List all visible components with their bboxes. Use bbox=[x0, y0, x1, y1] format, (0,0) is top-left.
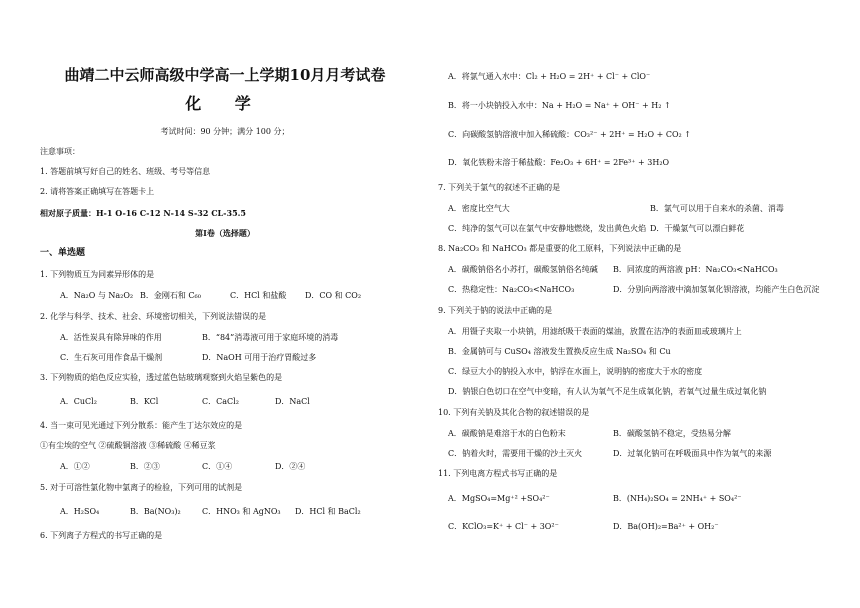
option-c: C．钠着火时，需要用干燥的沙土灭火 bbox=[448, 449, 583, 458]
option-b: B．碳酸氢钠不稳定，受热易分解 bbox=[613, 429, 731, 438]
option-c: C．热稳定性：Na₂CO₃<NaHCO₃ bbox=[448, 285, 575, 294]
option-a: A．碳酸钠是难溶于水的白色粉末 bbox=[448, 429, 566, 438]
option-a: A．①② bbox=[60, 462, 90, 471]
option-a: A．活性炭具有除异味的作用 bbox=[60, 333, 162, 342]
option-b: B．②③ bbox=[130, 462, 160, 471]
option-a: A．CuCl₂ bbox=[60, 397, 97, 406]
exam-info: 考试时间：90 分钟；满分 100 分； bbox=[160, 127, 290, 136]
option-d: D．干燥氯气可以漂白鲜花 bbox=[650, 224, 745, 233]
option-c: C．纯净的氢气可以在氯气中安静地燃烧，发出黄色火焰 bbox=[448, 224, 647, 233]
option-d: D．NaCl bbox=[275, 397, 310, 406]
note-item: 2. 请将答案正确填写在答题卡上 bbox=[40, 187, 155, 196]
question-extra: ①有尘埃的空气 ②硫酸铜溶液 ③稀硫酸 ④稀豆浆 bbox=[40, 441, 216, 450]
question-stem: 10. 下列有关钠及其化合物的叙述错误的是 bbox=[438, 408, 590, 417]
option-b: B．氯气可以用于自来水的杀菌、消毒 bbox=[650, 204, 784, 213]
option-b: B．金刚石和 C₆₀ bbox=[140, 291, 201, 300]
notes-heading: 注意事项： bbox=[40, 147, 80, 156]
option-b: B．Ba(NO₃)₂ bbox=[130, 507, 181, 516]
question-stem: 3. 下列物质的焰色反应实验，透过蓝色钴玻璃观察到火焰呈紫色的是 bbox=[40, 373, 283, 382]
question-stem: 9. 下列关于钠的说法中正确的是 bbox=[438, 306, 553, 315]
option-d: D．过氧化钠可在呼吸面具中作为氧气的来源 bbox=[613, 449, 772, 458]
part-heading: 第Ⅰ卷（选择题） bbox=[195, 228, 255, 238]
option-a: A．碳酸钠俗名小苏打，碳酸氢钠俗名纯碱 bbox=[448, 265, 598, 274]
option-d: D．Ba(OH)₂=Ba²⁺ + OH₂⁻ bbox=[613, 522, 719, 531]
option-d: D．②④ bbox=[275, 462, 306, 471]
question-stem: 6. 下列离子方程式的书写正确的是 bbox=[40, 531, 163, 540]
option-a: A．H₂SO₄ bbox=[60, 507, 100, 516]
option-a: A．密度比空气大 bbox=[448, 204, 510, 213]
option-b: B．“84”消毒液可用于家庭环境的消毒 bbox=[202, 333, 339, 342]
option-a: A．MgSO₄=Mg⁺² +SO₄²⁻ bbox=[448, 494, 550, 503]
question-stem: 2. 化学与科学、技术、社会、环境密切相关，下列说法错误的是 bbox=[40, 312, 267, 321]
option-c: C．HCl 和盐酸 bbox=[230, 291, 287, 300]
exam-title: 曲靖二中云师高级中学高一上学期10月月考试卷 bbox=[64, 66, 386, 84]
option-c: C．KClO₃=K⁺ + Cl⁻ + 3O²⁻ bbox=[448, 522, 559, 531]
option-c: C．HNO₃ 和 AgNO₃ bbox=[202, 507, 281, 516]
right-column bbox=[438, 0, 838, 608]
option-c: C．向碳酸氢钠溶液中加入稀硫酸：CO₃²⁻ + 2H⁺ = H₂O + CO₂ ↑ bbox=[448, 130, 691, 139]
option-b: B．将一小块钠投入水中：Na + H₂O = Na⁺ + OH⁻ + H₂ ↑ bbox=[448, 101, 671, 110]
option-b: B．KCl bbox=[130, 397, 159, 406]
question-stem: 8. Na₂CO₃ 和 NaHCO₃ 都是重要的化工原料，下列说法中正确的是 bbox=[438, 244, 682, 253]
question-stem: 4. 当一束可见光通过下列分散系：能产生丁达尔效应的是 bbox=[40, 421, 243, 430]
option-d: D．HCl 和 BaCl₂ bbox=[295, 507, 361, 516]
question-stem: 11. 下列电离方程式书写正确的是 bbox=[438, 469, 558, 478]
option-c: C．生石灰可用作食品干燥剂 bbox=[60, 353, 163, 362]
option-d: D．CO 和 CO₂ bbox=[305, 291, 362, 300]
option-c: C．CaCl₂ bbox=[202, 397, 239, 406]
section-heading: 一、单选题 bbox=[40, 248, 86, 258]
note-item: 1. 答题前填写好自己的姓名、班级、考号等信息 bbox=[40, 167, 211, 176]
question-stem: 1. 下列物质互为同素异形体的是 bbox=[40, 270, 155, 279]
option-d: D．NaOH 可用于治疗胃酸过多 bbox=[202, 353, 317, 362]
left-column bbox=[40, 0, 410, 608]
atomic-mass: 相对原子质量：H-1 O-16 C-12 N-14 S-32 CL-35.5 bbox=[40, 208, 246, 218]
option-a: A．Na₂O 与 Na₂O₂ bbox=[60, 291, 134, 300]
question-stem: 5. 对于可溶性氯化物中氯离子的检验，下列可用的试剂是 bbox=[40, 483, 243, 492]
option-d: D．氧化铁粉末溶于稀盐酸：Fe₂O₃ + 6H⁺ = 2Fe³⁺ + 3H₂O bbox=[448, 158, 670, 167]
option-d: D．钠银白色切口在空气中变暗，有人认为氧气不足生成氧化钠，若氧气过量生成过氧化钠 bbox=[448, 387, 767, 396]
option-a: A．用镊子夹取一小块钠，用滤纸吸干表面的煤油，放置在洁净的表面皿或玻璃片上 bbox=[448, 327, 742, 336]
subject-title: 化 学 bbox=[185, 94, 265, 113]
option-b: B．金属钠可与 CuSO₄ 溶液发生置换反应生成 Na₂SO₄ 和 Cu bbox=[448, 347, 671, 356]
option-c: C．①④ bbox=[202, 462, 233, 471]
option-d: D．分别向两溶液中滴加氢氧化钡溶液，均能产生白色沉淀 bbox=[613, 285, 820, 294]
question-stem: 7. 下列关于氯气的叙述不正确的是 bbox=[438, 183, 561, 192]
option-b: B．(NH₄)₂SO₄ = 2NH₄⁺ + SO₄²⁻ bbox=[613, 494, 742, 503]
option-a: A．将氯气通入水中：Cl₂ + H₂O = 2H⁺ + Cl⁻ + ClO⁻ bbox=[448, 72, 651, 81]
option-c: C．绿豆大小的钠投入水中，钠浮在水面上，说明钠的密度大于水的密度 bbox=[448, 367, 703, 376]
option-b: B．同浓度的两溶液 pH：Na₂CO₃<NaHCO₃ bbox=[613, 265, 778, 274]
